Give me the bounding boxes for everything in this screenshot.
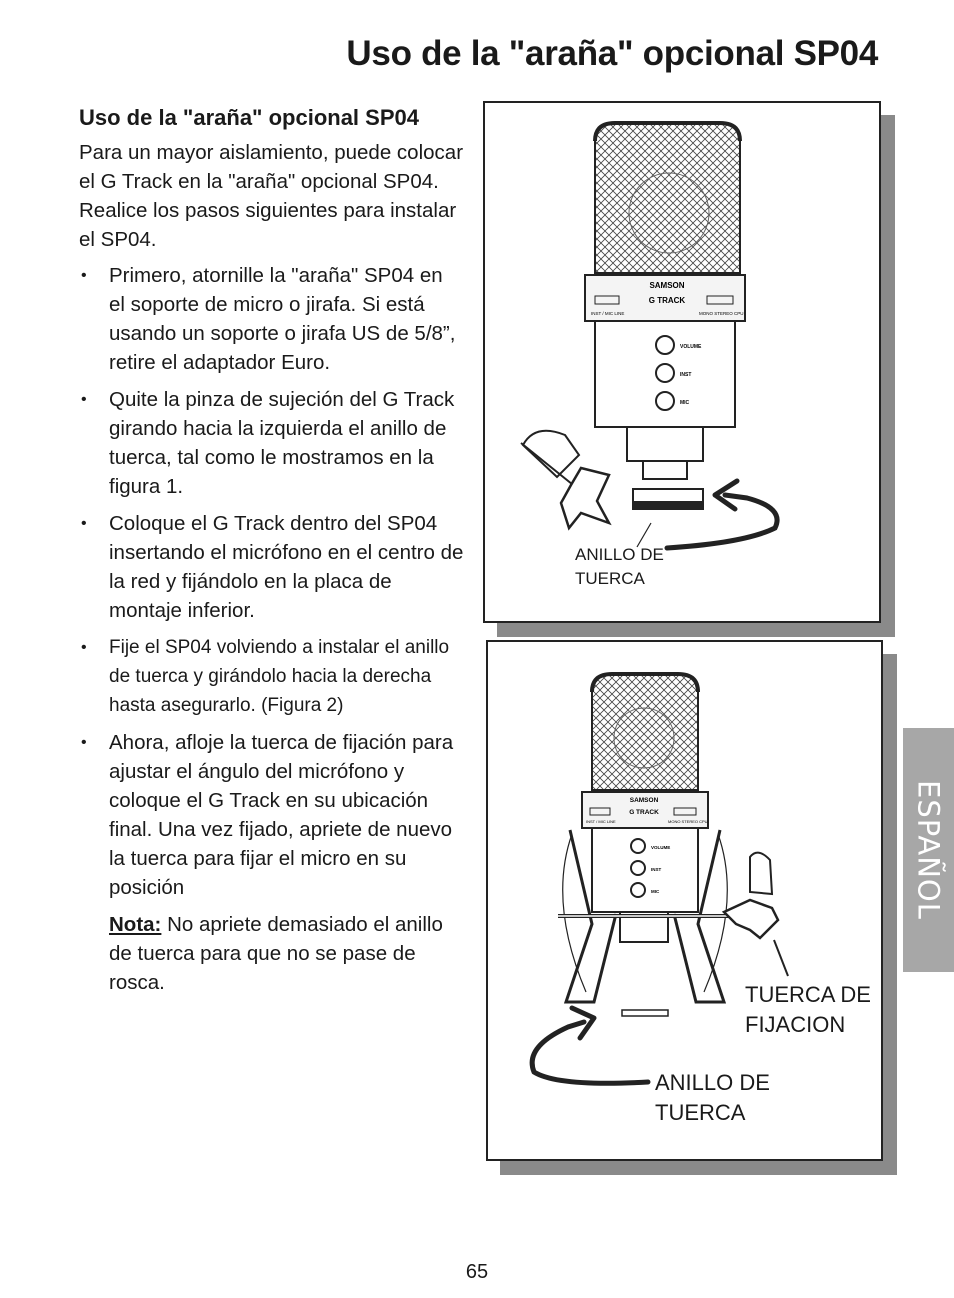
language-tab-label: ESPAÑOL [911, 780, 946, 920]
mic-clip [523, 431, 579, 477]
model-label: G TRACK [629, 809, 659, 816]
text-column [79, 104, 464, 997]
knob-label: VOLUME [651, 845, 671, 850]
step-item: • Quite la pinza de sujeción del G Track girando hacia la izquierda el anillo de tuerca, tal como le mostramos en la figura 1. [79, 385, 464, 501]
page-title: Uso de la "araña" opcional SP04 [346, 34, 878, 73]
figure-1-illustration [485, 103, 879, 621]
callout-lock-nut [745, 980, 871, 1040]
knob-label: INST [651, 867, 662, 872]
knob-label: VOLUME [680, 344, 702, 350]
figure-2 [486, 640, 883, 1161]
brand-label: SAMSON [629, 797, 659, 804]
steps-list [79, 261, 464, 902]
figure-1 [483, 101, 881, 623]
step-item: • Fije el SP04 volviendo a instalar el anillo de tuerca y girándolo hacia la derecha hasta asegurarlo. (Figura 2) [79, 633, 464, 720]
switch-label-right: MONO STEREO CPU [699, 311, 744, 316]
brand-label: SAMSON [649, 281, 685, 290]
nut-ring [622, 1010, 668, 1016]
switch-label-right: MONO STEREO CPU [668, 819, 708, 824]
mic-grille [595, 123, 740, 273]
callout-nut-ring [575, 543, 664, 591]
knob-label: MIC [680, 400, 690, 406]
rotate-arrow-icon [532, 1022, 648, 1083]
language-tab [903, 728, 954, 972]
knob-label: INST [680, 372, 692, 378]
note-label: Nota: [109, 913, 162, 936]
knob-label: MIC [651, 889, 660, 894]
switch-label-left: INST / MIC LINE [586, 819, 616, 824]
callout-text: ANILLO DE TUERCA [575, 545, 664, 588]
model-label: G TRACK [648, 296, 686, 305]
step-item: • Coloque el G Track dentro del SP04 insertando el micrófono en el centro de la red y fijándolo en la placa de montaje inferior. [79, 509, 464, 625]
callout-text: TUERCA DE FIJACION [745, 982, 871, 1037]
step-item: • Primero, atornille la "araña" SP04 en el soporte de micro o jirafa. Si está usando un soporte o jirafa US de 5/8”, retire el adaptador Euro. [79, 261, 464, 377]
step-item: • Ahora, afloje la tuerca de fijación para ajustar el ángulo del micrófono y coloque el G Track en su ubicación final. Una vez fijado, apriete de nuevo la tuerca para fijar el micro en su posición [79, 728, 464, 902]
intro-paragraph: Para un mayor aislamiento, puede colocar el G Track en la "araña" opcional SP04. Realice los pasos siguientes para instalar el SP04. [79, 141, 464, 251]
lock-nut-icon [724, 900, 778, 938]
note-text: No apriete demasiado el anillo de tuerca para que no se pase de rosca. [109, 913, 443, 994]
section-title: Uso de la "araña" opcional SP04 [79, 105, 419, 130]
note [79, 910, 464, 997]
callout-text: ANILLO DE TUERCA [655, 1070, 770, 1125]
mic-grille [592, 674, 698, 790]
callout-nut-ring [655, 1068, 770, 1128]
page-number: 65 [465, 1261, 489, 1283]
switch-label-left: INST / MIC LINE [591, 311, 625, 316]
